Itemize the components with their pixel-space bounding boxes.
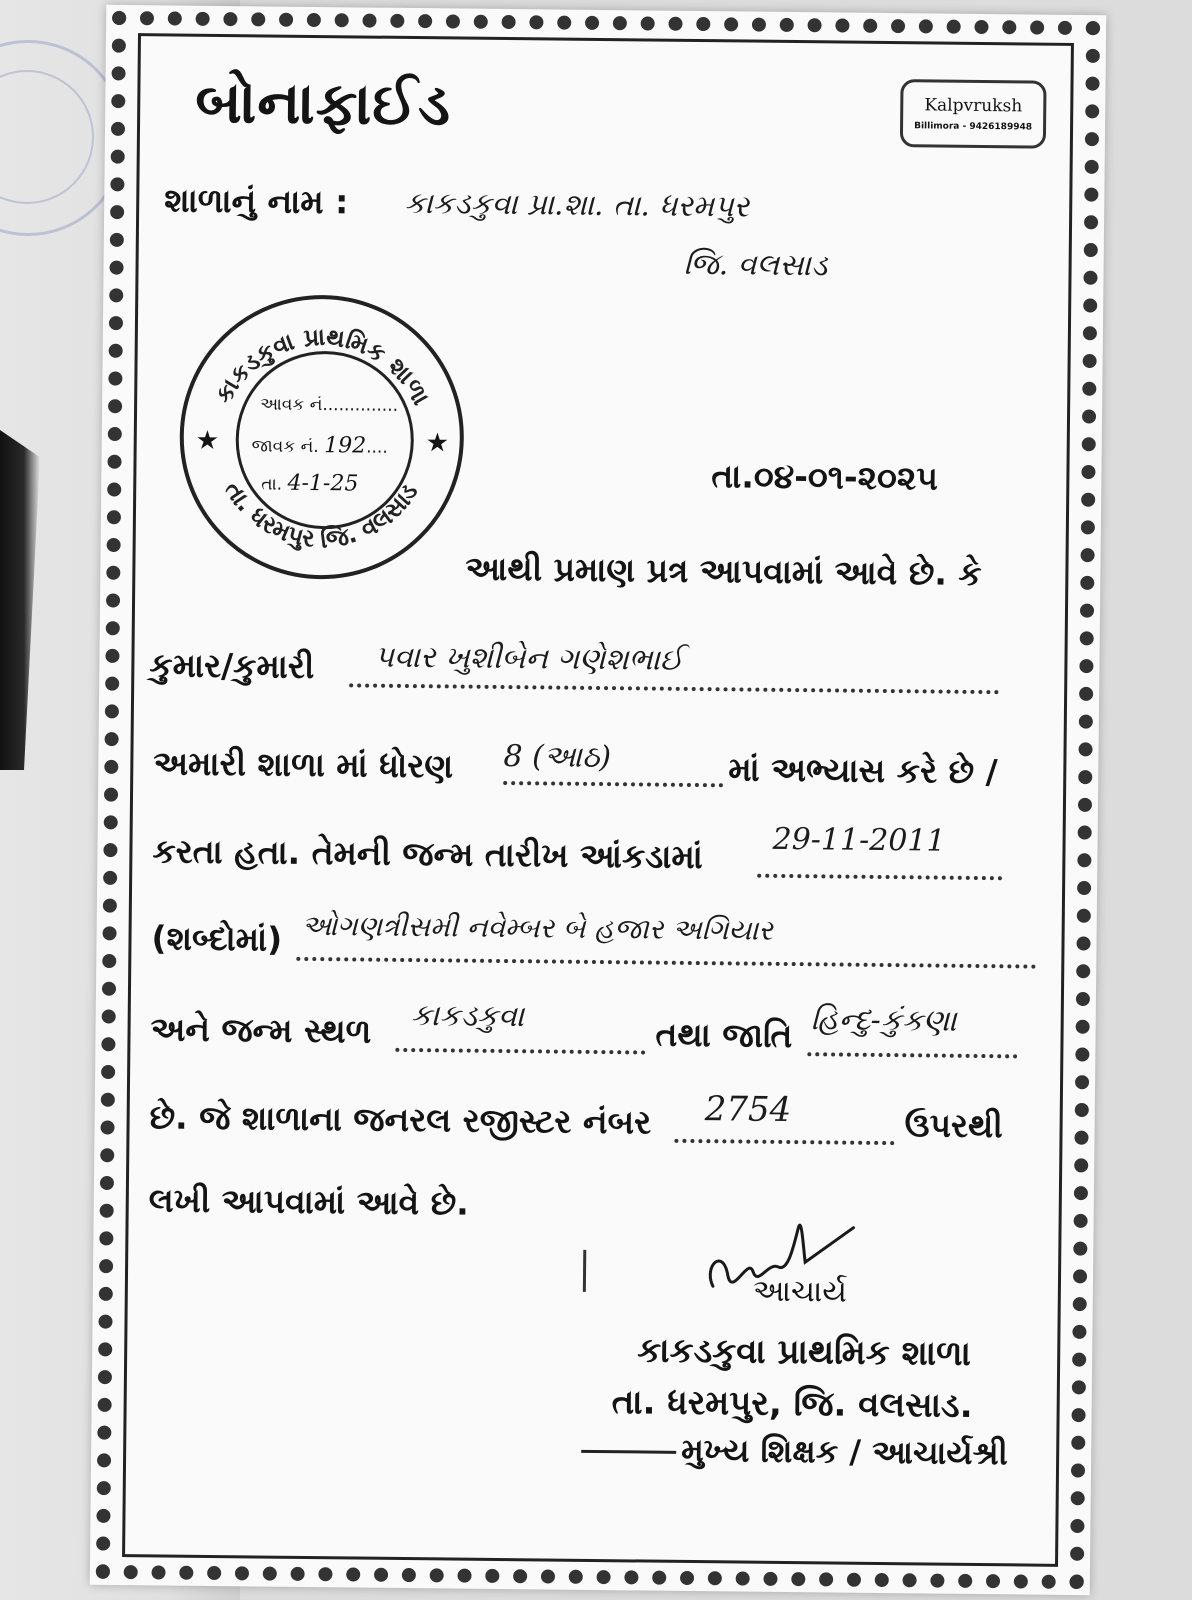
register-suffix: ઉપરથી <box>904 1105 1004 1146</box>
seal-bottom-text: તા. ધરમપુર જિ. વલસાડ <box>218 476 424 554</box>
school-name-value-line2: જિ. વલસાડ <box>683 246 828 284</box>
register-value: 2754 <box>704 1089 792 1131</box>
register-prefix: છે. જે શાળાના જનરલ રજીસ્ટર નંબર <box>149 1097 652 1142</box>
stamp-school-address: તા. ધરમપુર, જિ. વલસાડ. <box>611 1382 973 1426</box>
seal-date-row <box>261 470 358 496</box>
student-name-label: કુમાર/કુમારી <box>149 645 315 687</box>
seal-star-left-icon: ★ <box>195 425 220 457</box>
printer-city: Billimora - 9426189948 <box>914 121 1033 133</box>
seal-date-label: તા. <box>261 474 283 495</box>
certificate-paper <box>90 5 1106 1595</box>
seal-top-text: કાકડકુવા પ્રાથમિક શાળા <box>209 322 436 410</box>
dob-words-value: ઓગણત્રીસમી નવેમ્બર બે હજાર અગિયાર <box>301 908 773 947</box>
signature-title: આચાર્ય <box>752 1273 848 1310</box>
designation-text: મુખ્ય શિક્ષક / આચાર્યશ્રી <box>680 1430 1009 1473</box>
seal-inward-label: આવક નં. <box>260 394 328 416</box>
printer-badge <box>900 79 1047 149</box>
school-seal <box>170 286 473 589</box>
seal-date-value: 4-1-25 <box>287 470 359 497</box>
class-suffix: માં અભ્યાસ કરે છે / <box>728 749 998 792</box>
seal-inward-row: આવક નં.............. <box>260 394 399 416</box>
birthplace-value: કાકડકુવા <box>410 998 525 1035</box>
dob-words-label: (શબ્દોમાં) <box>151 918 283 959</box>
closing-text: લખી આપવામાં આવે છે. <box>148 1180 469 1223</box>
seal-outward-label: જાવક નં. <box>251 436 319 458</box>
caste-value: હિન્દુ-કુંકણા <box>810 1002 957 1039</box>
signature-tick-mark <box>583 1250 586 1292</box>
birthplace-label: અને જન્મ સ્થળ <box>150 1009 372 1051</box>
school-name-value: કાકડકુવા પ્રા.શા. તા. ધરમપુર <box>404 185 750 225</box>
certificate-title: બોનાફાઈડ <box>194 67 452 139</box>
intro-text: આથી પ્રમાણ પ્રત્ર આપવામાં આવે છે. કે <box>465 548 982 594</box>
seal-outward-value: 192 <box>324 433 367 459</box>
seal-outward-row: જાવક નં. 192.... <box>251 433 388 459</box>
certificate-date: તા.૦૪-૦૧-૨૦૨૫ <box>711 456 939 498</box>
printer-name: Kalpvruksh <box>924 95 1023 117</box>
class-label: અમારી શાળા માં ધોરણ <box>153 743 454 786</box>
dob-value: 29-11-2011 <box>772 821 946 859</box>
class-value: 8 (આઠ) <box>503 739 612 776</box>
stamp-school-name: કાકડકુવા પ્રાથમિક શાળા <box>637 1330 972 1374</box>
caste-label: તથા જાતિ <box>655 1014 793 1056</box>
school-name-label: શાળાનું નામ : <box>164 180 349 222</box>
dob-label: કરતા હતા. તેમની જન્મ તારીખ આંકડામાં <box>152 831 704 877</box>
student-name-value: પવાર ખુશીબેન ગણેશભાઈ <box>374 639 684 678</box>
seal-star-right-icon: ★ <box>425 428 450 459</box>
